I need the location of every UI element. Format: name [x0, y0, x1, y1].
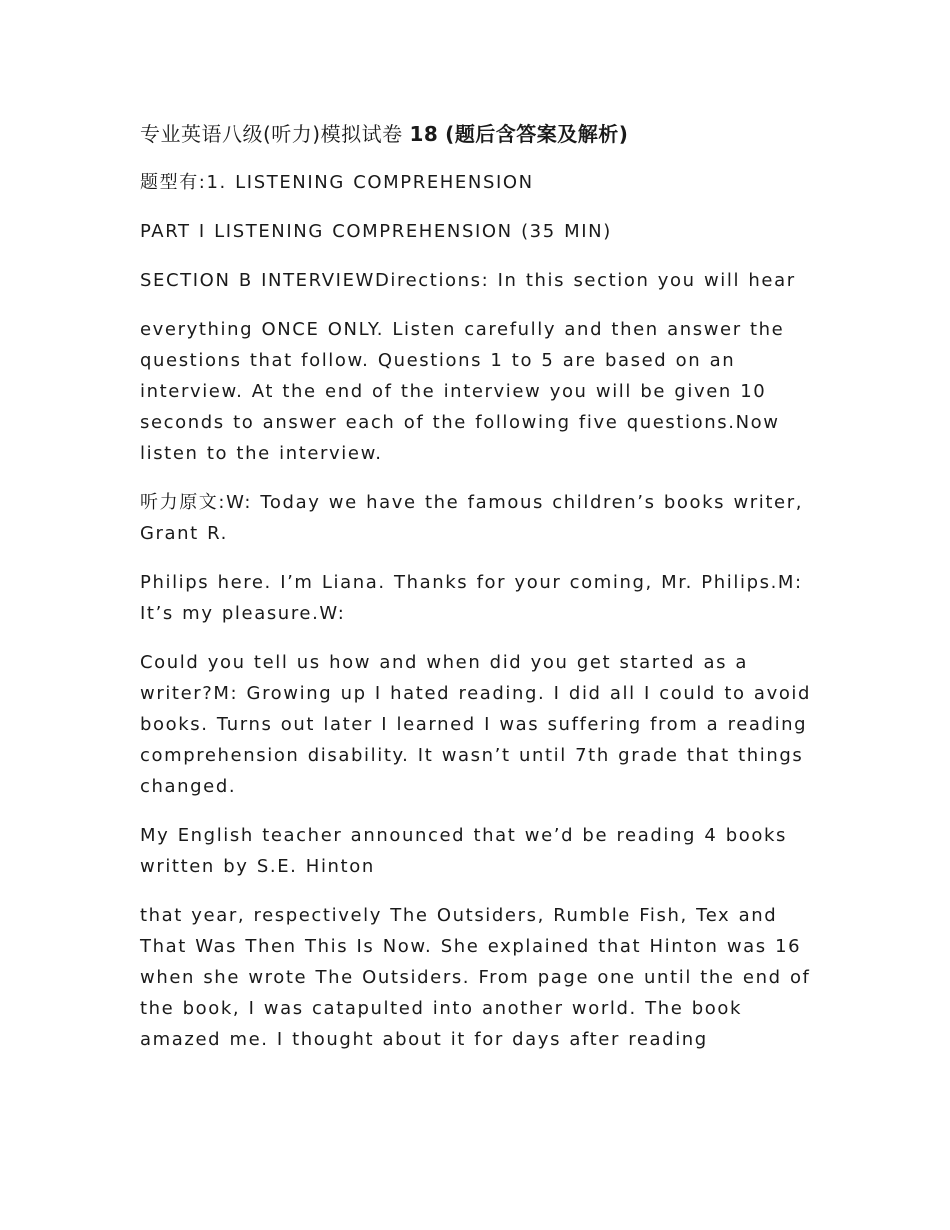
part-heading: PART I LISTENING COMPREHENSION (35 MIN)	[140, 221, 612, 242]
document-page	[140, 118, 812, 1073]
title-suffix: (题后含答案及解析)	[445, 122, 629, 146]
transcript-answer-1: Could you tell us how and when did you get started as a writer?M: Growing up I hated reading. I did all I could to avoid books. Turns out later I learned I was suffering from a reading comprehension disability. It wasn’t until 7th grade that things changed.	[140, 652, 812, 797]
transcript-intro: 听力原文:W: Today we have the famous children’s books writer, Grant R.	[140, 492, 804, 544]
question-type-line: 题型有:1. LISTENING COMPREHENSION	[140, 172, 534, 193]
document-title	[140, 118, 812, 150]
title-main: 专业英语八级(听力)模拟试卷	[140, 122, 403, 146]
transcript-books: that year, respectively The Outsiders, Rumble Fish, Tex and That Was Then This Is Now. She explained that Hinton was 16 when she wrote The Outsiders. From page one until the end of the book, I was catapulted into another world. The book amazed me. I thought about it for days after reading	[140, 905, 811, 1050]
transcript-teacher: My English teacher announced that we’d be reading 4 books written by S.E. Hinton	[140, 825, 787, 877]
transcript-greeting: Philips here. I’m Liana. Thanks for your coming, Mr. Philips.M: It’s my pleasure.W:	[140, 572, 803, 624]
title-number: 18	[409, 122, 439, 146]
section-directions: SECTION B INTERVIEWDirections: In this section you will hear	[140, 270, 796, 291]
directions-continued: everything ONCE ONLY. Listen carefully and then answer the questions that follow. Questions 1 to 5 are based on an interview. At the end of the interview you will be given 10 seconds to answer each of the following five questions.Now listen to the interview.	[140, 319, 785, 464]
